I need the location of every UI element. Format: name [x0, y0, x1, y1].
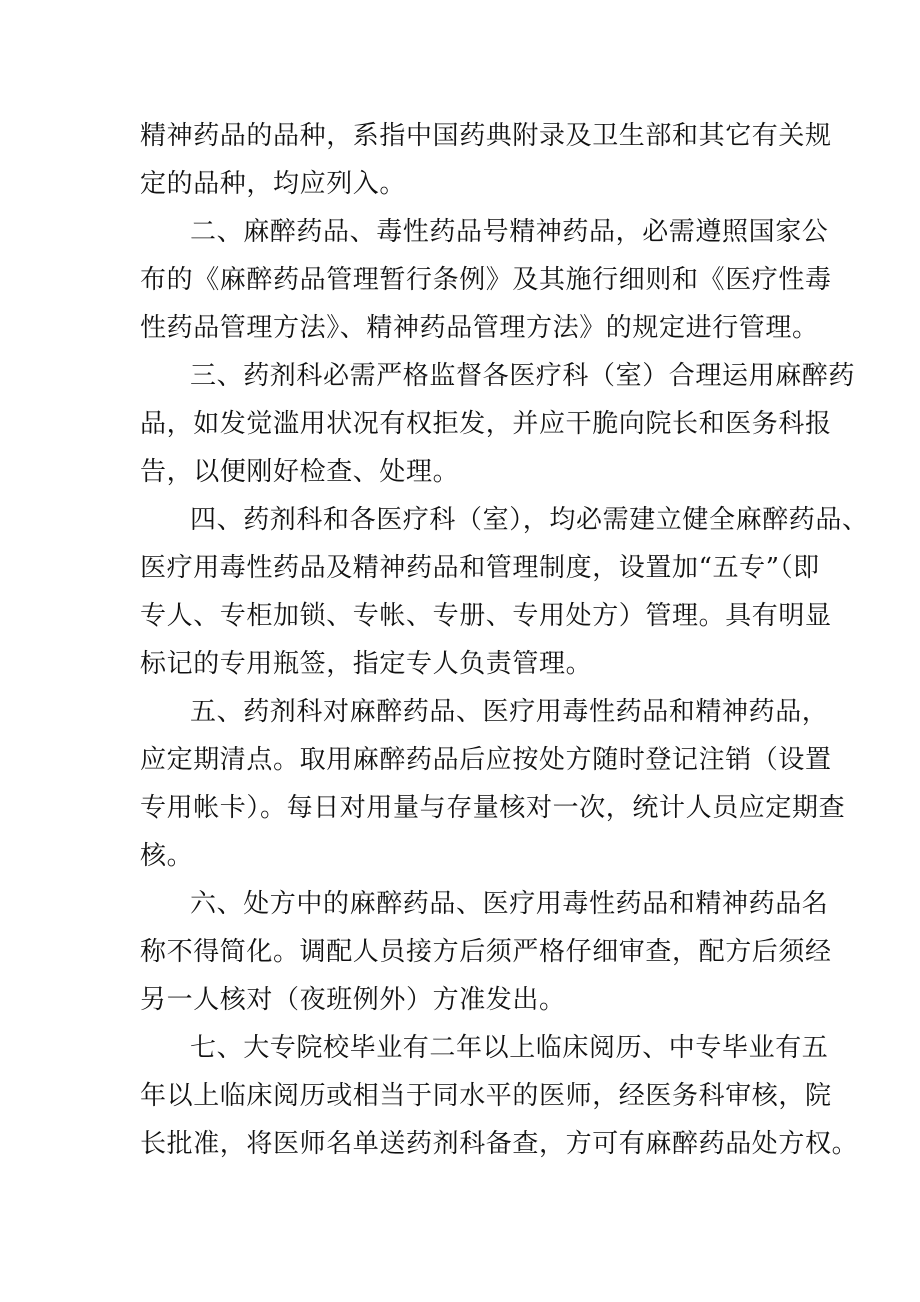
text-line: 定的品种，均应列入。 [140, 169, 407, 199]
text-line: 长批准，将医师名单送药剂科备查，方可有麻醉药品处方权。 [140, 1129, 859, 1159]
text-line: 医疗用毒性药品及精神药品和管理制度，设置加“五专”（即 [140, 553, 820, 583]
text-line: 称不得简化。调配人员接方后须严格仔细审查，配方后须经 [140, 937, 832, 967]
text-line: 应定期清点。取用麻醉药品后应按处方随时登记注销（设置 [140, 745, 832, 775]
paragraph-start-line: 四、药剂科和各医疗科（室），均必需建立健全麻醉药品、 [190, 505, 869, 535]
paragraph-start-line: 七、大专院校毕业有二年以上临床阅历、中专毕业有五 [190, 1033, 829, 1063]
text-line: 品，如发觉滥用状况有权拒发，并应干脆向院长和医务科报 [140, 409, 832, 439]
text-line: 专用帐卡）。每日对用量与存量核对一次，统计人员应定期查 [140, 793, 846, 823]
text-line: 年以上临床阅历或相当于同水平的医师，经医务科审核，院 [140, 1081, 832, 1111]
paragraph-start-line: 三、药剂科必需严格监督各医疗科（室）合理运用麻醉药 [190, 361, 856, 391]
text-line: 核。 [140, 841, 194, 871]
paragraph-start-line: 六、处方中的麻醉药品、医疗用毒性药品和精神药品名 [190, 889, 829, 919]
text-line: 布的《麻醉药品管理暂行条例》及其施行细则和《医疗性毒 [140, 265, 832, 295]
text-line: 精神药品的品种，系指中国药典附录及卫生部和其它有关规 [140, 121, 832, 151]
paragraph-start-line: 二、麻醉药品、毒性药品号精神药品，必需遵照国家公 [190, 217, 829, 247]
text-line: 另一人核对（夜班例外）方准发出。 [140, 985, 566, 1015]
text-line: 性药品管理方法》、精神药品管理方法》的规定进行管理。 [140, 313, 819, 343]
text-line: 专人、专柜加锁、专帐、专册、专用处方）管理。具有明显 [140, 601, 832, 631]
text-line: 告，以便刚好检查、处理。 [140, 457, 460, 487]
paragraph-start-line: 五、药剂科对麻醉药品、医疗用毒性药品和精神药品， [190, 697, 829, 727]
document-body [140, 112, 869, 1168]
text-line: 标记的专用瓶签，指定专人负责管理。 [140, 649, 593, 679]
